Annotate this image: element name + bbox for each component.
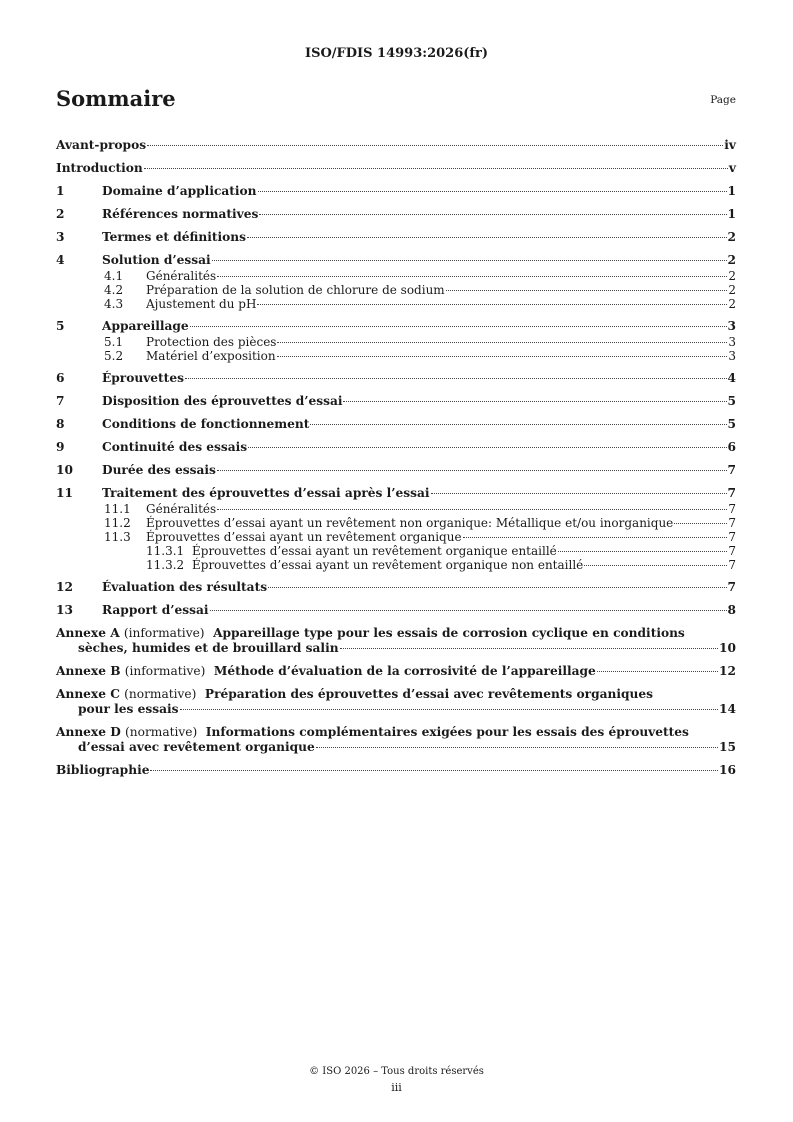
toc-entry[interactable] bbox=[56, 603, 736, 618]
toc-entry-page: 7 bbox=[728, 530, 736, 544]
annex-label[interactable]: Annexe A bbox=[56, 626, 120, 640]
dot-leader bbox=[597, 671, 718, 672]
toc-entry-page: 8 bbox=[727, 603, 736, 617]
dot-leader bbox=[446, 290, 728, 291]
toc-entry-line bbox=[102, 319, 736, 334]
toc-entry-number: 5 bbox=[56, 319, 65, 333]
toc-entry-line bbox=[146, 297, 736, 311]
toc-entry-page: 3 bbox=[727, 319, 736, 333]
toc-entry-number: 11.1 bbox=[104, 502, 131, 516]
toc-entry-title[interactable]: Éprouvettes bbox=[102, 371, 184, 385]
annex-entry[interactable] bbox=[56, 626, 736, 656]
toc-entry-page: 7 bbox=[727, 463, 736, 477]
document-header: ISO/FDIS 14993:2026(fr) bbox=[305, 46, 488, 61]
dot-leader bbox=[674, 523, 727, 524]
dot-leader bbox=[259, 214, 726, 215]
annex-entry-line1 bbox=[56, 626, 736, 641]
dot-leader bbox=[463, 537, 728, 538]
annex-entry-line2 bbox=[56, 740, 736, 755]
toc-entry-title[interactable]: Préparation de la solution de chlorure de sodium bbox=[146, 283, 445, 297]
dot-leader bbox=[584, 565, 727, 566]
dot-leader bbox=[185, 378, 727, 379]
toc-entry[interactable] bbox=[56, 297, 736, 311]
toc-entry-number: 9 bbox=[56, 440, 65, 454]
toc-entry-line bbox=[56, 138, 736, 153]
toc-entry-page: 6 bbox=[727, 440, 736, 454]
toc-entry[interactable] bbox=[56, 371, 736, 386]
toc-entry-page: 7 bbox=[728, 502, 736, 516]
toc-entry-page: 3 bbox=[728, 335, 736, 349]
toc-entry-title[interactable]: Éprouvettes d’essai ayant un revêtement organique bbox=[146, 530, 462, 544]
toc-entry-line bbox=[146, 269, 736, 283]
toc-entry-line bbox=[56, 763, 736, 778]
annex-title-line1[interactable]: Préparation des éprouvettes d’essai avec revêtements organiques bbox=[204, 687, 653, 701]
toc-entry-page: v bbox=[728, 161, 736, 175]
annex-label[interactable]: Annexe D bbox=[56, 725, 121, 739]
toc-entry-number: 8 bbox=[56, 417, 65, 431]
toc-entry[interactable] bbox=[56, 544, 736, 558]
toc-entry[interactable] bbox=[56, 269, 736, 283]
annex-status: (informative) bbox=[123, 626, 205, 640]
toc-entry-line bbox=[102, 230, 736, 245]
annex-entry[interactable] bbox=[56, 725, 736, 755]
annex-title-line2[interactable]: pour les essais bbox=[78, 702, 179, 716]
toc-entry[interactable] bbox=[56, 502, 736, 516]
dot-leader bbox=[180, 709, 719, 710]
toc-entry-number: 11 bbox=[56, 486, 73, 500]
annex-title-line1[interactable]: Appareillage type pour les essais de corrosion cyclique en conditions bbox=[213, 626, 685, 640]
annex-entry-line1 bbox=[56, 725, 736, 740]
toc-entry[interactable] bbox=[56, 230, 736, 245]
dot-leader bbox=[248, 447, 726, 448]
toc-entry-title[interactable]: Éprouvettes d’essai ayant un revêtement non organique: Métallique et/ou inorganique bbox=[146, 516, 674, 530]
toc-entry-number: 10 bbox=[56, 463, 73, 477]
toc-entry-number: 11.3.2 bbox=[146, 558, 185, 572]
annex-status: (informative) bbox=[124, 664, 206, 678]
annex-title-group bbox=[56, 664, 596, 679]
annex-page: 10 bbox=[719, 641, 736, 655]
annex-label[interactable]: Annexe B bbox=[56, 664, 121, 678]
toc-entry-title[interactable]: Solution d’essai bbox=[102, 253, 211, 267]
toc-entry-line bbox=[146, 283, 736, 297]
toc-entry-number: 7 bbox=[56, 394, 65, 408]
toc-entry-line bbox=[102, 440, 736, 455]
toc-entry[interactable] bbox=[56, 335, 736, 349]
toc-entry[interactable] bbox=[56, 138, 736, 153]
dot-leader bbox=[247, 237, 727, 238]
toc-entry[interactable] bbox=[56, 283, 736, 297]
dot-leader bbox=[310, 424, 726, 425]
dot-leader bbox=[343, 401, 726, 402]
toc-entry-page: 7 bbox=[727, 580, 736, 594]
annex-entry[interactable] bbox=[56, 687, 736, 717]
annex-label[interactable]: Annexe C bbox=[56, 687, 120, 701]
toc-entry-line bbox=[102, 486, 736, 501]
toc-entry-number: 6 bbox=[56, 371, 65, 385]
annex-title-line1[interactable]: Informations complémentaires exigées pour les essais des éprouvettes bbox=[205, 725, 689, 739]
toc-entry[interactable] bbox=[56, 463, 736, 478]
table-of-contents bbox=[56, 130, 736, 778]
toc-entry-page: iv bbox=[724, 138, 736, 152]
annex-page: 15 bbox=[719, 740, 736, 754]
toc-entry-line bbox=[192, 558, 736, 572]
toc-entry-number: 4.3 bbox=[104, 297, 124, 311]
toc-entry-page: 2 bbox=[728, 283, 736, 297]
toc-entry[interactable] bbox=[56, 417, 736, 432]
toc-entry-title[interactable]: Introduction bbox=[56, 161, 143, 175]
toc-entry-line bbox=[146, 502, 736, 516]
toc-entry-title[interactable]: Continuité des essais bbox=[102, 440, 248, 454]
dot-leader bbox=[431, 493, 727, 494]
toc-entry-number: 2 bbox=[56, 207, 65, 221]
toc-entry-title[interactable]: Éprouvettes d’essai ayant un revêtement organique entaillé bbox=[192, 544, 557, 558]
dot-leader bbox=[258, 191, 727, 192]
toc-entry-number: 4.2 bbox=[104, 283, 124, 297]
annex-status: (normative) bbox=[124, 687, 197, 701]
toc-entry-number: 4 bbox=[56, 253, 65, 267]
toc-entry[interactable] bbox=[56, 161, 736, 176]
dot-leader bbox=[340, 648, 718, 649]
toc-entry-number: 5.1 bbox=[104, 335, 124, 349]
toc-entry-page: 1 bbox=[727, 207, 736, 221]
annex-entry[interactable] bbox=[56, 664, 736, 679]
toc-entry-page: 7 bbox=[728, 516, 736, 530]
annex-entry-line2 bbox=[56, 641, 736, 656]
toc-entry[interactable] bbox=[56, 207, 736, 222]
toc-entry-line bbox=[102, 253, 736, 268]
toc-entry-line bbox=[102, 184, 736, 199]
toc-entry-line bbox=[146, 335, 736, 349]
toc-entry-title[interactable]: Avant-propos bbox=[56, 138, 147, 152]
toc-entry-line bbox=[102, 371, 736, 386]
page-column-label: Page bbox=[710, 94, 736, 106]
toc-entry-number: 11.3 bbox=[104, 530, 131, 544]
annex-entry-line1 bbox=[56, 687, 736, 702]
toc-entry-title[interactable]: Matériel d’exposition bbox=[146, 349, 276, 363]
toc-entry-title[interactable]: Évaluation des résultats bbox=[102, 580, 268, 594]
annex-entry-line2 bbox=[56, 702, 736, 717]
page-title: Sommaire bbox=[56, 86, 176, 111]
toc-entry-title[interactable]: Ajustement du pH bbox=[146, 297, 257, 311]
toc-entry-page: 4 bbox=[727, 371, 736, 385]
toc-entry-title[interactable]: Appareillage bbox=[102, 319, 189, 333]
toc-entry-page: 5 bbox=[727, 417, 736, 431]
toc-entry-title[interactable]: Rapport d’essai bbox=[102, 603, 209, 617]
toc-entry-number: 12 bbox=[56, 580, 73, 594]
bibliography-entry[interactable] bbox=[56, 763, 736, 778]
toc-entry[interactable] bbox=[56, 558, 736, 572]
toc-entry-number: 1 bbox=[56, 184, 65, 198]
toc-entry-title[interactable]: Généralités bbox=[146, 502, 217, 516]
toc-entry-page: 5 bbox=[727, 394, 736, 408]
dot-leader bbox=[190, 326, 727, 327]
dot-leader bbox=[268, 587, 726, 588]
copyright-notice: © ISO 2026 – Tous droits réservés bbox=[309, 1066, 484, 1077]
toc-entry-page: 7 bbox=[727, 486, 736, 500]
bibliography-page: 16 bbox=[719, 763, 736, 777]
toc-entry-line bbox=[146, 516, 736, 530]
toc-entry-line bbox=[102, 417, 736, 432]
toc-entry-page: 1 bbox=[727, 184, 736, 198]
toc-entry-title[interactable]: Protection des pièces bbox=[146, 335, 277, 349]
toc-entry[interactable] bbox=[56, 253, 736, 268]
toc-entry[interactable] bbox=[56, 394, 736, 409]
annex-title-line2[interactable]: d’essai avec revêtement organique bbox=[78, 740, 315, 754]
toc-entry-number: 11.3.1 bbox=[146, 544, 185, 558]
toc-entry-title[interactable]: Références normatives bbox=[102, 207, 259, 221]
toc-entry-number: 13 bbox=[56, 603, 73, 617]
toc-entry[interactable] bbox=[56, 319, 736, 334]
toc-entry-title[interactable]: Durée des essais bbox=[102, 463, 216, 477]
toc-entry-title[interactable]: Disposition des éprouvettes d’essai bbox=[102, 394, 343, 408]
toc-entry-line bbox=[102, 394, 736, 409]
dot-leader bbox=[277, 342, 727, 343]
toc-entry-title[interactable]: Généralités bbox=[146, 269, 217, 283]
toc-entry-title[interactable]: Domaine d’application bbox=[102, 184, 257, 198]
annex-entry-line bbox=[56, 664, 736, 679]
toc-entry-title[interactable]: Conditions de fonctionnement bbox=[102, 417, 310, 431]
dot-leader bbox=[144, 168, 728, 169]
toc-entry-title[interactable]: Traitement des éprouvettes d’essai après l’essai bbox=[102, 486, 430, 500]
dot-leader bbox=[150, 770, 718, 771]
dot-leader bbox=[212, 260, 727, 261]
annex-title-line2[interactable]: sèches, humides et de brouillard salin bbox=[78, 641, 339, 655]
toc-entry-number: 3 bbox=[56, 230, 65, 244]
toc-entry-page: 2 bbox=[727, 253, 736, 267]
toc-entry-page: 2 bbox=[728, 297, 736, 311]
toc-entry-line bbox=[146, 530, 736, 544]
dot-leader bbox=[558, 551, 728, 552]
page-number: iii bbox=[391, 1081, 402, 1094]
toc-entry-title[interactable]: Éprouvettes d’essai ayant un revêtement organique non entaillé bbox=[192, 558, 584, 572]
toc-entry-page: 7 bbox=[728, 544, 736, 558]
toc-entry-page: 3 bbox=[728, 349, 736, 363]
toc-entry[interactable] bbox=[56, 486, 736, 501]
annex-page: 14 bbox=[719, 702, 736, 716]
bibliography-title[interactable]: Bibliographie bbox=[56, 763, 150, 777]
dot-leader bbox=[316, 747, 718, 748]
toc-entry[interactable] bbox=[56, 184, 736, 199]
toc-entry-page: 2 bbox=[727, 230, 736, 244]
dot-leader bbox=[277, 356, 728, 357]
toc-entry-page: 7 bbox=[728, 558, 736, 572]
dot-leader bbox=[217, 509, 727, 510]
toc-entry-line bbox=[192, 544, 736, 558]
title-row bbox=[56, 86, 736, 116]
toc-entry[interactable] bbox=[56, 349, 736, 363]
toc-entry[interactable] bbox=[56, 580, 736, 595]
toc-entry-line bbox=[102, 580, 736, 595]
dot-leader bbox=[210, 610, 727, 611]
annex-title-line1[interactable]: Méthode d’évaluation de la corrosivité de l’appareillage bbox=[213, 664, 596, 678]
dot-leader bbox=[147, 145, 723, 146]
toc-entry[interactable] bbox=[56, 516, 736, 530]
toc-entry[interactable] bbox=[56, 530, 736, 544]
dot-leader bbox=[257, 304, 727, 305]
toc-entry-number: 4.1 bbox=[104, 269, 124, 283]
toc-entry-line bbox=[56, 161, 736, 176]
toc-entry-line bbox=[102, 207, 736, 222]
toc-entry-page: 2 bbox=[728, 269, 736, 283]
toc-entry-line bbox=[102, 603, 736, 618]
toc-entry-number: 11.2 bbox=[104, 516, 131, 530]
toc-entry-line bbox=[102, 463, 736, 478]
toc-entry-title[interactable]: Termes et définitions bbox=[102, 230, 246, 244]
toc-entry-line bbox=[146, 349, 736, 363]
dot-leader bbox=[217, 276, 727, 277]
toc-entry-number: 5.2 bbox=[104, 349, 124, 363]
toc-entry[interactable] bbox=[56, 440, 736, 455]
dot-leader bbox=[217, 470, 727, 471]
annex-page: 12 bbox=[719, 664, 736, 678]
annex-status: (normative) bbox=[125, 725, 198, 739]
